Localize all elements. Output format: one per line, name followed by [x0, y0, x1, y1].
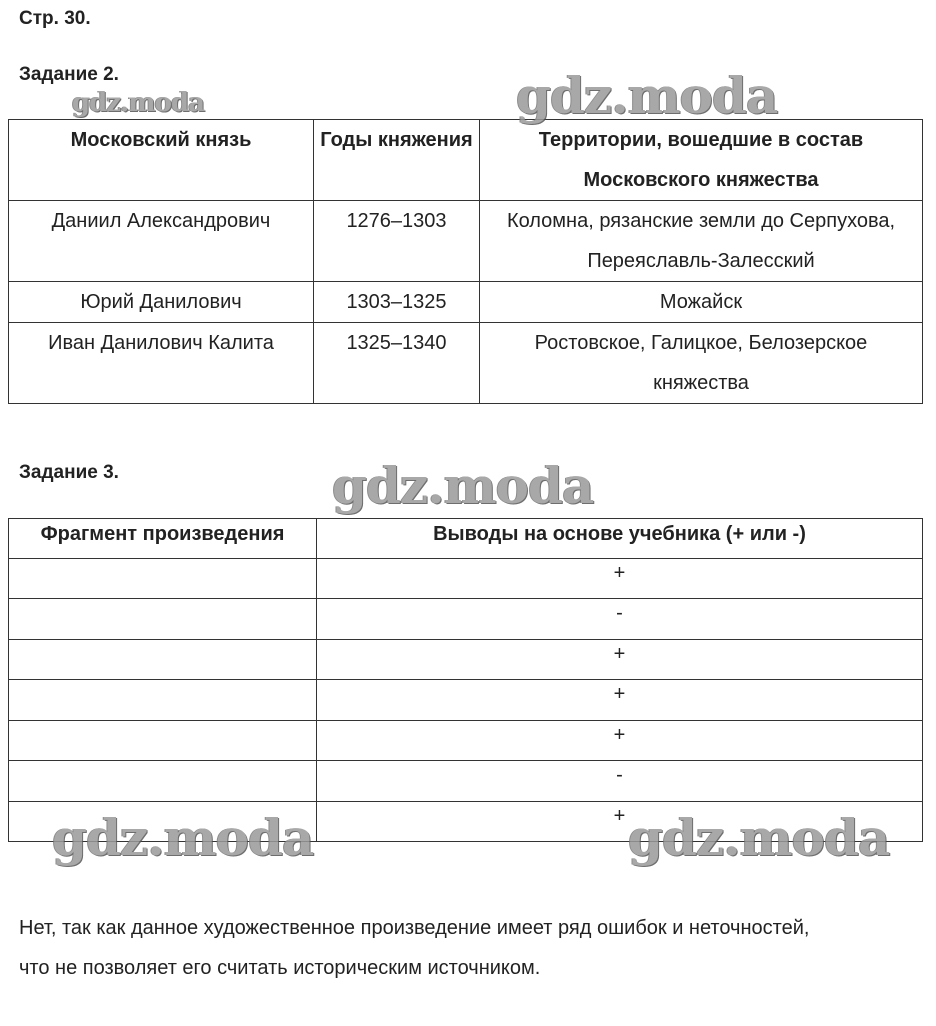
table-row	[9, 323, 923, 404]
years-cell: 1303–1325	[314, 282, 480, 323]
answer-text: Нет, так как данное художественное произведение имеет ряд ошибок и неточностей, что не позволяет его считать историческим источником.	[19, 917, 810, 979]
table-row	[9, 721, 923, 761]
years-cell: 1325–1340	[314, 323, 480, 404]
task3-title: Задание 3.	[19, 462, 119, 483]
territories-cell: Ростовское, Галицкое, Белозерское княжества	[480, 323, 923, 404]
task2-title: Задание 2.	[19, 64, 119, 85]
fragment-cell	[9, 680, 317, 721]
table-row	[9, 201, 923, 282]
header-years: Годы княжения	[314, 120, 480, 201]
territories-cell: Можайск	[480, 282, 923, 323]
table-row	[9, 282, 923, 323]
conclusion-cell: +	[317, 680, 923, 721]
table-row	[9, 640, 923, 680]
fragment-cell	[9, 802, 317, 842]
conclusion-cell: +	[317, 802, 923, 842]
fragment-cell	[9, 640, 317, 680]
table-header-row	[9, 120, 923, 201]
conclusion-cell: -	[317, 761, 923, 802]
header-prince: Московский князь	[9, 120, 314, 201]
watermark: gdz.moda	[52, 808, 314, 867]
header-fragment: Фрагмент произведения	[9, 519, 317, 559]
watermark: gdz.moda	[628, 808, 890, 867]
task2-table	[8, 119, 923, 404]
table-row	[9, 802, 923, 842]
page-label: Стр. 30.	[19, 8, 91, 29]
conclusion-cell: +	[317, 559, 923, 599]
watermark: gdz.moda	[332, 456, 594, 515]
header-conclusions: Выводы на основе учебника (+ или -)	[317, 519, 923, 559]
watermark: gdz.moda	[72, 88, 205, 118]
table-header-row	[9, 519, 923, 559]
years-cell: 1276–1303	[314, 201, 480, 282]
conclusion-cell: -	[317, 599, 923, 640]
prince-cell: Иван Данилович Калита	[9, 323, 314, 404]
conclusion-cell: +	[317, 640, 923, 680]
fragment-cell	[9, 721, 317, 761]
territories-cell: Коломна, рязанские земли до Серпухова, Переяславль-Залесский	[480, 201, 923, 282]
table-row	[9, 599, 923, 640]
task3-table	[8, 518, 923, 842]
conclusion-cell: +	[317, 721, 923, 761]
table-row	[9, 680, 923, 721]
header-territories: Территории, вошедшие в состав Московского княжества	[480, 120, 923, 201]
fragment-cell	[9, 761, 317, 802]
table-row	[9, 559, 923, 599]
prince-cell: Юрий Данилович	[9, 282, 314, 323]
prince-cell: Даниил Александрович	[9, 201, 314, 282]
fragment-cell	[9, 599, 317, 640]
fragment-cell	[9, 559, 317, 599]
table-row	[9, 761, 923, 802]
watermark: gdz.moda	[516, 66, 778, 125]
